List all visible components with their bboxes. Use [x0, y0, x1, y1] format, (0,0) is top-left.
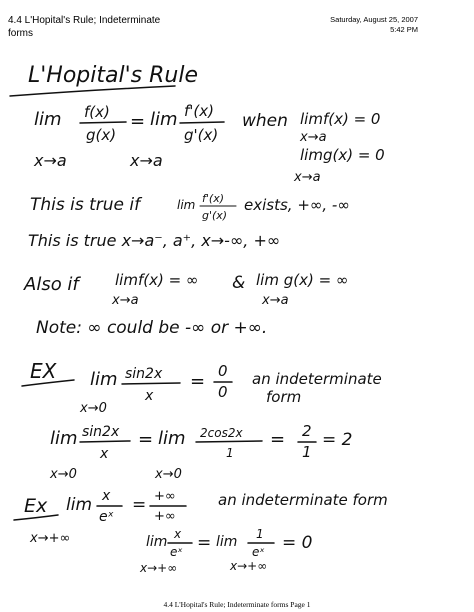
- ex1b-eq1: =: [138, 429, 154, 450]
- ex2-result: = 0: [282, 533, 313, 553]
- true-if-prefix: This is true if: [30, 195, 141, 215]
- ex2-sub-2: x→+∞: [140, 561, 178, 575]
- ex1-desc2: form: [266, 388, 302, 406]
- true-line: This is true x→a⁻, a⁺, x→-∞, +∞: [28, 231, 281, 250]
- rule-sub-2: x→a: [130, 151, 163, 170]
- ex2-den3: eˣ: [252, 545, 265, 559]
- rule-fp: f'(x): [184, 102, 214, 120]
- ex1-den: x: [145, 388, 154, 404]
- rule-f: f(x): [84, 103, 110, 121]
- ex1b-num: sin2x: [82, 424, 120, 440]
- rule-when: when: [242, 111, 288, 131]
- ex2-sub-3: x→+∞: [230, 559, 268, 573]
- ex1-fraction-bar: [122, 383, 180, 384]
- ex1-num: sin2x: [125, 366, 163, 382]
- ex1-result-den: 0: [218, 383, 228, 401]
- ex1b-result-den: 1: [302, 443, 312, 461]
- true-if-den: g'(x): [202, 209, 228, 222]
- ex1b-num2: 2cos2x: [200, 426, 243, 440]
- ex2-desc: an indeterminate form: [218, 491, 388, 509]
- ex1b-result-num: 2: [302, 422, 312, 440]
- rule-lim: lim: [34, 109, 62, 130]
- ex2-result-den: +∞: [154, 509, 176, 524]
- true-if-num: f'(x): [202, 192, 224, 205]
- ex1b-eq2: =: [270, 429, 286, 450]
- also-amp: &: [232, 273, 246, 293]
- ex1-sub: x→0: [80, 401, 107, 416]
- ex1b-sub-1: x→0: [50, 467, 77, 482]
- rule-cond2: limg(x) = 0: [300, 146, 385, 164]
- ex1b-fraction-bar: [80, 441, 130, 442]
- note-line: Note: ∞ could be -∞ or +∞.: [36, 318, 268, 338]
- ex1b-result: = 2: [322, 430, 353, 450]
- page-title-line1: 4.4 L'Hopital's Rule; Indeterminate: [8, 15, 161, 26]
- ex1b-lim: lim: [50, 428, 78, 449]
- ex2-num3: 1: [256, 527, 264, 541]
- also-prefix: Also if: [24, 274, 79, 295]
- ex1-result-num: 0: [218, 362, 228, 380]
- rule-cond1-sub: x→a: [300, 130, 327, 145]
- true-if-lim: lim: [177, 198, 196, 212]
- ex2-den2: eˣ: [170, 545, 183, 559]
- ex1-desc1: an indeterminate: [252, 370, 382, 388]
- ex2-lim3: lim: [216, 534, 238, 550]
- rule-g: g(x): [86, 126, 117, 144]
- ex2-result-num: +∞: [154, 489, 176, 504]
- ex1b-fraction-bar-2: [196, 441, 262, 442]
- ex1b-den2: 1: [226, 446, 234, 460]
- ex2-lim: lim: [66, 495, 93, 515]
- rule-eq: =: [130, 111, 146, 132]
- rule-cond1: limf(x) = 0: [300, 110, 381, 128]
- also-sub-2: x→a: [262, 293, 289, 308]
- ex2-lim2: lim: [146, 534, 168, 550]
- rule-gp: g'(x): [184, 126, 219, 144]
- heading: L'Hopital's Rule: [28, 63, 198, 88]
- also-cond2: lim g(x) = ∞: [256, 271, 349, 289]
- ex1b-lim2: lim: [158, 428, 186, 449]
- page-footer: 4.4 L'Hopital's Rule; Indeterminate forms Page 1: [163, 600, 311, 609]
- rule-sub-1: x→a: [34, 151, 67, 170]
- ex1b-den: x: [100, 446, 109, 462]
- ex2-num: x: [102, 488, 111, 504]
- ex2-den: eˣ: [99, 509, 114, 525]
- rule-fraction-bar-1: [80, 122, 126, 123]
- also-sub-1: x→a: [112, 293, 139, 308]
- ex2-eq2: =: [197, 533, 212, 553]
- page-date: Saturday, August 25, 2007: [330, 15, 418, 24]
- ex2-label: Ex: [24, 495, 48, 517]
- ex2-sub-1: x→+∞: [30, 531, 71, 546]
- ex1-lim: lim: [90, 369, 118, 390]
- ex1-label: EX: [30, 359, 57, 383]
- rule-lim-2: lim: [150, 109, 178, 130]
- ex1b-sub-2: x→0: [155, 467, 182, 482]
- ex2-num2: x: [174, 527, 182, 541]
- rule-fraction-bar-2: [180, 122, 224, 123]
- page-title-line2: forms: [8, 28, 33, 39]
- also-cond1: limf(x) = ∞: [115, 271, 199, 289]
- page-time: 5:42 PM: [390, 25, 418, 34]
- ex1-eq: =: [190, 371, 206, 392]
- true-if-suffix: exists, +∞, -∞: [244, 196, 350, 214]
- ex2-eq: =: [132, 495, 147, 515]
- rule-cond2-sub: x→a: [294, 170, 321, 185]
